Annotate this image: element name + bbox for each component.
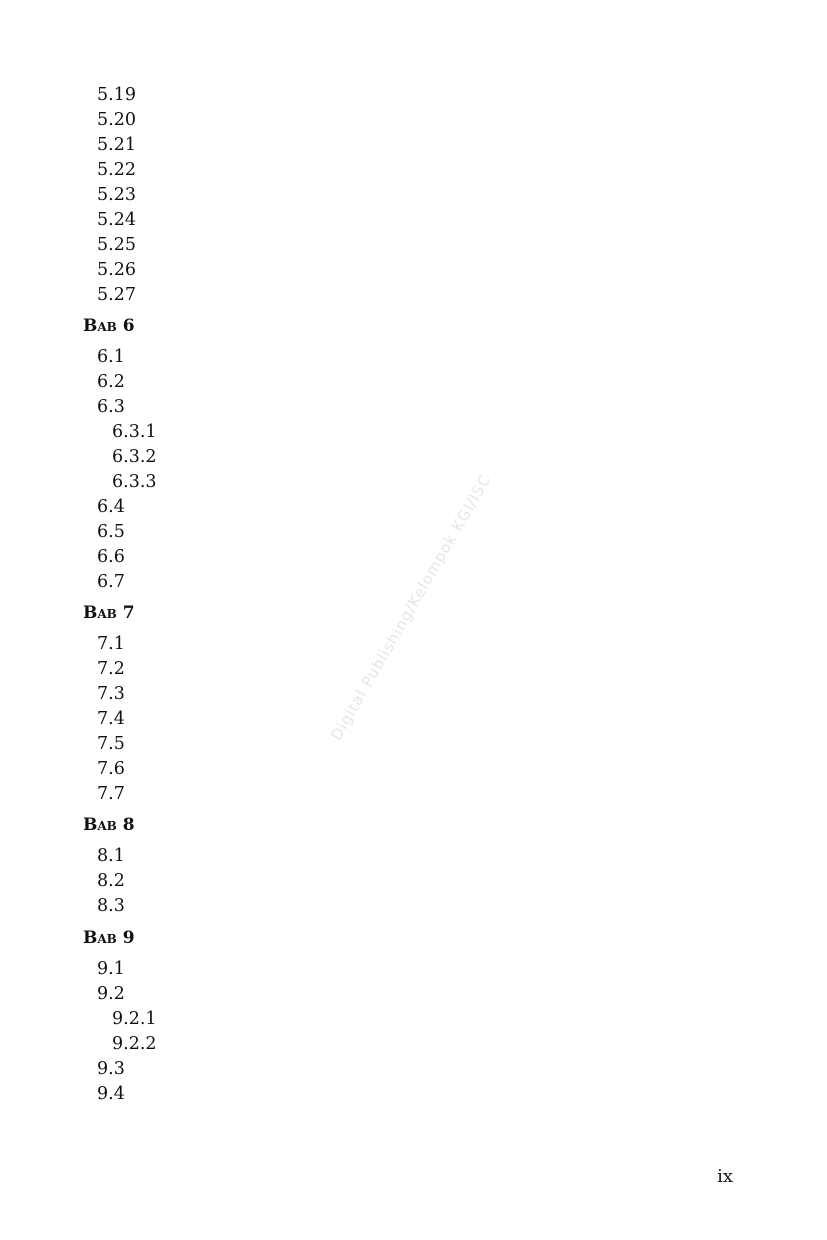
toc-entry-number: 5.20	[97, 110, 136, 130]
toc-entry-number: 7.7	[97, 784, 125, 804]
toc-entry-number: 6.5	[97, 522, 125, 542]
toc-entry-number: Bab 6	[83, 316, 135, 336]
toc-entry-number: 6.3.3	[112, 472, 157, 492]
toc-entry-number: Bab 8	[83, 815, 135, 835]
toc-entry-number: 5.27	[97, 285, 136, 305]
toc-entry-number: 6.3.2	[112, 447, 157, 467]
toc-entry-number: 7.2	[97, 659, 125, 679]
toc-entry-number: 6.7	[97, 572, 125, 592]
toc-entry-number: 5.23	[97, 185, 136, 205]
toc-entry-number: 6.2	[97, 372, 125, 392]
toc-entry-number: 7.6	[97, 759, 125, 779]
toc-entry-number: 8.2	[97, 871, 125, 891]
toc-entry-number: 7.4	[97, 709, 125, 729]
toc-entry-number: 5.22	[97, 160, 136, 180]
toc-entry-number: 6.4	[97, 497, 125, 517]
toc-entry-number: 7.5	[97, 734, 125, 754]
toc-entry-number: Bab 7	[83, 603, 135, 623]
toc-entry-number: 6.1	[97, 347, 125, 367]
toc-entry-number: 6.3	[97, 397, 125, 417]
toc-entry-number: 6.3.1	[112, 422, 157, 442]
toc-entry-number: Bab 9	[83, 928, 135, 948]
watermark: Digital Publishing/Kelompok KGI/ISC	[327, 471, 495, 744]
toc-entry-number: 9.3	[97, 1059, 125, 1079]
toc-entry-number: 9.2.2	[112, 1034, 157, 1054]
toc-entry-number: 7.1	[97, 634, 125, 654]
toc-entry-number: 9.2	[97, 984, 125, 1004]
toc-entry-number: 7.3	[97, 684, 125, 704]
toc-entry-number: 5.24	[97, 210, 136, 230]
toc-entry-number: 6.6	[97, 547, 125, 567]
toc-entry-number: 9.2.1	[112, 1009, 157, 1029]
toc-entry-number: 8.1	[97, 846, 125, 866]
toc-entry-number: 9.1	[97, 959, 125, 979]
toc-entry-number: 5.26	[97, 260, 136, 280]
toc-entry-number: 5.19	[97, 85, 136, 105]
toc-entry-number: 5.25	[97, 235, 136, 255]
toc-entry-number: 8.3	[97, 896, 125, 916]
toc-entry-number: 5.21	[97, 135, 136, 155]
toc-entry-number: 9.4	[97, 1084, 125, 1104]
page-number: ix	[717, 1166, 733, 1187]
